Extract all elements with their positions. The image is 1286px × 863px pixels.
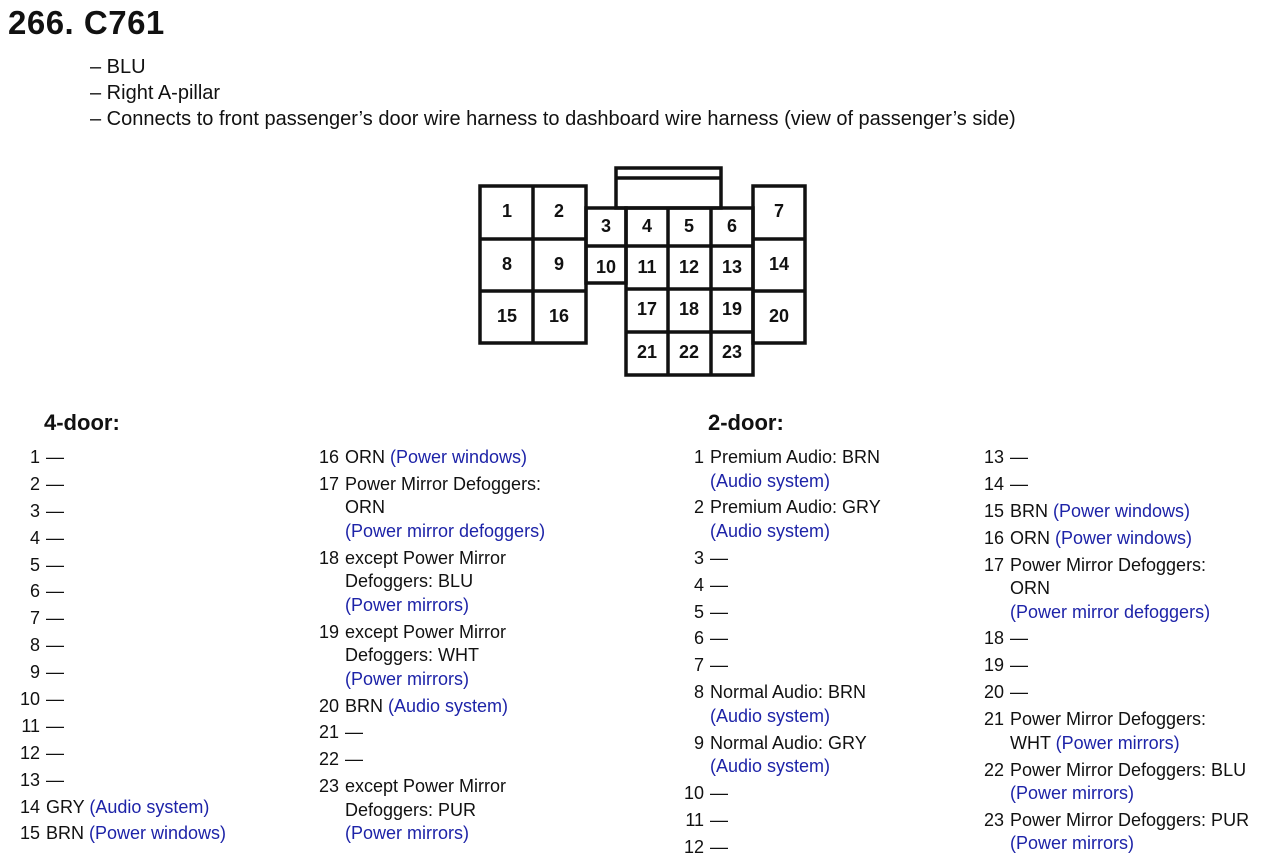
pin-number: 9 [29, 662, 40, 683]
wire-info: — [46, 527, 64, 548]
pin-entry [693, 654, 881, 678]
pin-label: 22 [678, 341, 700, 362]
pin-entry [19, 688, 226, 712]
pin-description-line [1010, 654, 1249, 678]
pin-entry [983, 809, 1250, 856]
wire-info: — [46, 689, 64, 710]
pin-label: 7 [773, 200, 785, 221]
pin-number: 11 [685, 809, 704, 830]
pin-description-line [46, 554, 226, 578]
pin-number: 7 [29, 608, 40, 629]
pin-number: 16 [318, 447, 339, 467]
pin-description-line [46, 822, 226, 846]
pin-description-line [46, 607, 226, 631]
pin-entry [983, 654, 1249, 678]
pin-entry [983, 446, 1249, 470]
pin-description-line [1010, 527, 1249, 551]
pin-description-line [345, 799, 545, 823]
connector-location: – Right A-pillar [90, 82, 221, 104]
connector-description: – Connects to front passenger’s door wire harness to dashboard wire harness (view of passenger’s side) [90, 108, 1016, 130]
pin-entry [29, 580, 226, 604]
wire-info: Power Mirror Defoggers: [1010, 554, 1207, 575]
pin-number: 16 [983, 527, 1004, 548]
system-reference: (Power mirrors) [345, 594, 469, 615]
wire-info: ORN [1010, 527, 1055, 548]
pin-label: 10 [595, 256, 617, 277]
pin-number: 14 [19, 796, 40, 817]
pin-description-line [1010, 627, 1249, 651]
pin-number: 13 [19, 769, 40, 790]
pin-entry [693, 732, 881, 779]
wire-info: Power Mirror Defoggers: [1010, 709, 1207, 730]
pin-entry [983, 473, 1249, 497]
pin-entry [683, 836, 881, 860]
wire-info: Power Mirror Defoggers: BLU [1010, 759, 1247, 780]
pin-label: 15 [496, 305, 518, 326]
pin-description-line [1010, 809, 1249, 833]
pin-number: 11 [21, 715, 40, 736]
pin-description-line [710, 755, 881, 779]
wire-info: — [710, 574, 728, 595]
pin-number: 12 [19, 742, 40, 763]
wire-info: — [46, 769, 64, 790]
wire-info: ORN [345, 447, 390, 467]
system-reference: (Audio system) [710, 756, 831, 777]
pin-number: 10 [19, 689, 40, 710]
pin-label: 21 [636, 341, 658, 362]
pin-description-line [710, 470, 881, 494]
pin-number: 20 [983, 682, 1004, 703]
section-heading-4-door: 4-door: [44, 410, 120, 435]
wire-info: — [710, 547, 728, 568]
pin-description-line [1010, 782, 1249, 806]
wire-info: except Power Mirror [345, 547, 507, 568]
pin-entry [983, 627, 1249, 651]
pin-number: 18 [983, 628, 1004, 649]
pin-number: 15 [983, 500, 1004, 521]
wire-info: Defoggers: PUR [345, 799, 477, 820]
pin-description-line [710, 496, 881, 520]
pin-entry [693, 547, 881, 571]
system-reference: (Power windows) [89, 823, 227, 844]
pin-entry [983, 527, 1249, 551]
pin-description-line [46, 634, 226, 658]
system-reference: (Power mirror defoggers) [345, 520, 546, 541]
pin-description-line [345, 570, 545, 594]
pin-description-line [345, 520, 545, 544]
pin-entry [21, 715, 226, 739]
wire-info: — [46, 715, 64, 736]
pin-number: 10 [683, 783, 704, 804]
pin-label: 23 [721, 341, 743, 362]
pin-number: 6 [693, 628, 704, 649]
wire-info: Power Mirror Defoggers: [345, 473, 542, 494]
pin-number: 2 [29, 473, 40, 494]
wire-info: except Power Mirror [345, 776, 507, 797]
pin-description-line [1010, 577, 1249, 601]
pin-label: 16 [548, 305, 570, 326]
pin-description-line [345, 473, 545, 497]
pin-number: 3 [29, 500, 40, 521]
pin-entry [19, 796, 226, 820]
pin-number: 5 [29, 554, 40, 575]
pin-number: 4 [693, 574, 704, 595]
wire-info: — [345, 749, 363, 770]
pin-description-line [46, 661, 226, 685]
pin-number: 23 [983, 809, 1004, 830]
pin-number: 2 [693, 497, 704, 518]
pin-description-line [46, 742, 226, 766]
pin-number: 21 [983, 709, 1004, 730]
pin-description-line [46, 769, 226, 793]
pin-description-line [1010, 708, 1249, 732]
wire-info: — [710, 628, 728, 649]
pin-description-line [710, 705, 881, 729]
pin-label: 14 [768, 253, 790, 274]
pin-description-line [345, 748, 545, 772]
pin-description-line [46, 527, 226, 551]
pin-number: 8 [693, 682, 704, 703]
wire-info: BRN [345, 695, 389, 716]
pin-number: 20 [318, 695, 339, 716]
pin-description-line [345, 775, 545, 799]
pin-number: 19 [318, 621, 339, 642]
pin-description-line [710, 809, 881, 833]
wire-info: Premium Audio: GRY [710, 497, 881, 518]
pin-label: 18 [678, 298, 700, 319]
pin-description-line [46, 796, 226, 820]
system-reference: (Audio system) [388, 695, 509, 716]
pin-entry [685, 809, 881, 833]
pin-entry [318, 695, 545, 719]
pin-number: 14 [983, 473, 1004, 494]
connector-details [90, 54, 1016, 132]
pin-description-line [345, 547, 545, 571]
pin-entry [983, 681, 1249, 705]
pin-label: 17 [636, 298, 658, 319]
pin-description-line [345, 822, 545, 846]
wire-info: — [46, 608, 64, 629]
wire-info: — [46, 554, 64, 575]
pin-entry [318, 721, 545, 745]
pin-description-line [1010, 500, 1249, 524]
pin-number: 12 [683, 836, 704, 857]
pin-number: 6 [29, 581, 40, 602]
pin-entry [983, 554, 1249, 625]
pin-description-line [345, 695, 545, 719]
pin-description-line [345, 668, 545, 692]
wire-info: except Power Mirror [345, 621, 507, 642]
pin-entry [693, 627, 881, 651]
pin-description-line [1010, 732, 1249, 756]
wire-info: — [46, 447, 64, 467]
wire-info: Premium Audio: BRN [710, 447, 881, 467]
pin-description-line [710, 601, 881, 625]
pin-description-line [710, 446, 881, 470]
wire-info: — [46, 742, 64, 763]
pin-label: 9 [553, 253, 565, 274]
pin-number: 13 [983, 447, 1004, 467]
wire-info: — [1010, 628, 1028, 649]
wire-info: — [1010, 447, 1028, 467]
pin-number: 21 [318, 722, 339, 743]
pin-description-line [46, 500, 226, 524]
pin-description-line [345, 721, 545, 745]
wire-info: — [345, 722, 363, 743]
pin-entry [983, 759, 1249, 806]
pin-entry [29, 500, 226, 524]
pin-number: 3 [693, 547, 704, 568]
pinout-list [683, 446, 881, 863]
pin-entry [683, 782, 881, 806]
pin-entry [29, 634, 226, 658]
pin-description-line [46, 688, 226, 712]
pin-description-line [1010, 681, 1249, 705]
pin-number: 7 [693, 655, 704, 676]
system-reference: (Power mirrors) [345, 823, 469, 844]
wire-info: — [710, 783, 728, 804]
pin-entry [318, 446, 545, 470]
wire-info: Defoggers: BLU [345, 571, 474, 592]
pin-description-line [345, 621, 545, 645]
wire-info: BRN [46, 823, 90, 844]
pin-number: 1 [693, 447, 704, 467]
pin-entry [318, 775, 545, 846]
wire-info: — [46, 500, 64, 521]
pin-label: 20 [768, 305, 790, 326]
pin-description-line [1010, 759, 1249, 783]
pin-description-line [710, 520, 881, 544]
pin-entry [983, 500, 1249, 524]
pin-description-line [345, 644, 545, 668]
pin-entry [693, 601, 881, 625]
system-reference: (Power mirrors) [1010, 833, 1134, 854]
system-reference: (Power mirrors) [1055, 732, 1180, 753]
pin-entry [318, 473, 546, 544]
pin-entry [29, 661, 226, 685]
wire-info: Defoggers: WHT [345, 645, 480, 666]
pin-number: 22 [983, 759, 1004, 780]
wire-info: WHT [1010, 732, 1056, 753]
wire-info: — [46, 581, 64, 602]
pin-entry [19, 742, 226, 766]
pin-entry [318, 748, 545, 772]
pinout-list [983, 446, 1250, 859]
pin-entry [29, 527, 226, 551]
pin-description-line [1010, 601, 1249, 625]
pin-label: 12 [678, 256, 700, 277]
wire-info: — [1010, 473, 1028, 494]
wire-info: — [46, 473, 64, 494]
pin-description-line [1010, 832, 1249, 856]
pinout-list [19, 446, 227, 849]
pin-description-line [46, 580, 226, 604]
pin-number: 15 [19, 823, 40, 844]
wire-info: BRN [1010, 500, 1054, 521]
pin-description-line [345, 594, 545, 618]
pin-description-line [345, 446, 545, 470]
pin-description-line [46, 473, 226, 497]
system-reference: (Audio system) [710, 705, 831, 726]
pin-entry [318, 621, 545, 692]
system-reference: (Audio system) [89, 796, 210, 817]
pin-entry [29, 607, 226, 631]
pin-label: 13 [721, 256, 743, 277]
pin-number: 23 [318, 776, 339, 797]
pin-number: 1 [29, 447, 40, 467]
pin-description-line [710, 836, 881, 860]
pin-entry [29, 554, 226, 578]
pin-entry [693, 496, 881, 543]
wire-info: — [710, 809, 728, 830]
pin-number: 22 [318, 749, 339, 770]
pin-number: 4 [29, 527, 40, 548]
wire-info: — [710, 655, 728, 676]
pin-label: 5 [683, 215, 695, 236]
pin-description-line [710, 654, 881, 678]
pin-label: 8 [501, 253, 513, 274]
system-reference: (Power mirrors) [1010, 783, 1134, 804]
wire-info: ORN [345, 497, 385, 518]
wire-info: — [46, 662, 64, 683]
pin-label: 1 [501, 200, 513, 221]
pin-description-line [710, 547, 881, 571]
pin-label: 4 [641, 215, 653, 236]
pin-entry [318, 547, 545, 618]
pin-entry [983, 708, 1249, 755]
pin-number: 8 [29, 635, 40, 656]
pin-entry [693, 681, 881, 728]
pin-number: 5 [693, 601, 704, 622]
system-reference: (Power mirror defoggers) [1010, 601, 1211, 622]
pin-entry [19, 769, 226, 793]
pin-label: 19 [721, 298, 743, 319]
pinout-list [318, 446, 546, 849]
pin-description-line [1010, 446, 1249, 470]
pin-number: 17 [318, 473, 339, 494]
wire-info: — [710, 836, 728, 857]
pin-label: 6 [726, 215, 738, 236]
pin-entry [29, 473, 226, 497]
pin-entry [693, 574, 881, 598]
pin-description-line [710, 574, 881, 598]
system-reference: (Power windows) [1055, 527, 1193, 548]
pin-description-line [345, 496, 545, 520]
pin-entry [29, 446, 226, 470]
wire-info: — [1010, 655, 1028, 676]
pin-description-line [710, 627, 881, 651]
pin-description-line [1010, 473, 1249, 497]
connector-color: – BLU [90, 56, 146, 78]
wire-info: Power Mirror Defoggers: PUR [1010, 809, 1250, 830]
page-title: 266. C761 [8, 4, 165, 41]
wire-info: — [1010, 682, 1028, 703]
pin-number: 17 [983, 554, 1004, 575]
wire-info: GRY [46, 796, 90, 817]
system-reference: (Power mirrors) [345, 668, 469, 689]
wire-info: Normal Audio: GRY [710, 732, 867, 753]
pin-description-line [710, 681, 881, 705]
pin-label: 3 [600, 215, 612, 236]
pin-description-line [46, 446, 226, 470]
pin-number: 9 [693, 732, 704, 753]
pin-entry [19, 822, 227, 846]
pin-number: 18 [318, 547, 339, 568]
pin-description-line [1010, 554, 1249, 578]
pin-label: 11 [637, 256, 657, 277]
system-reference: (Power windows) [1053, 500, 1191, 521]
pin-label: 2 [553, 200, 565, 221]
pin-description-line [710, 782, 881, 806]
system-reference: (Power windows) [390, 447, 528, 467]
pin-number: 19 [983, 655, 1004, 676]
wire-info: — [710, 601, 728, 622]
wire-info: ORN [1010, 578, 1050, 599]
pin-description-line [46, 715, 226, 739]
pin-description-line [710, 732, 881, 756]
system-reference: (Audio system) [710, 520, 831, 541]
connector-diagram [478, 166, 810, 378]
wire-info: Normal Audio: BRN [710, 682, 867, 703]
pin-entry [693, 446, 881, 493]
system-reference: (Audio system) [710, 470, 831, 491]
section-heading-2-door: 2-door: [708, 410, 784, 435]
wire-info: — [46, 635, 64, 656]
